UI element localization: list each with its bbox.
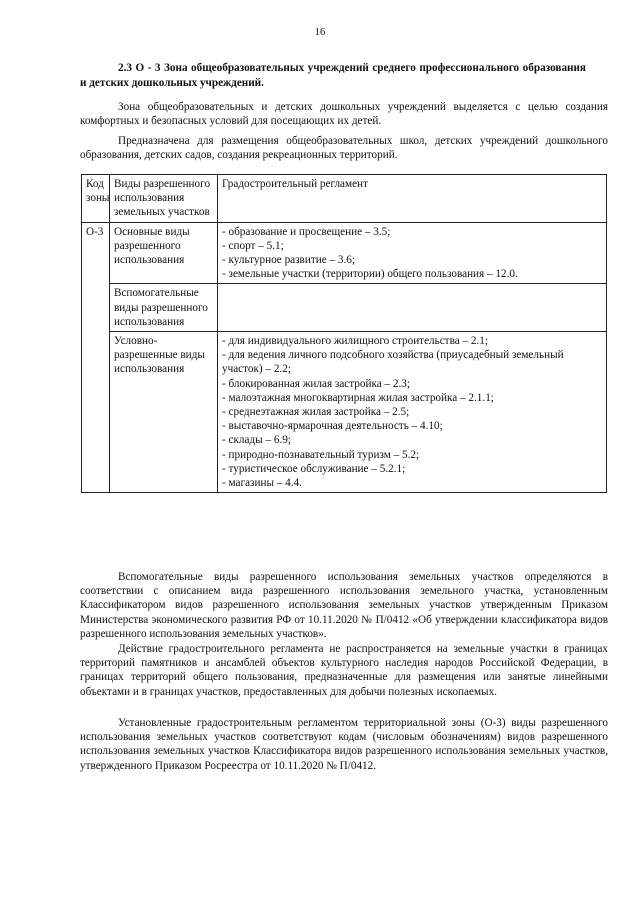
section-heading: 2.3 О - 3 Зона общеобразовательных учреждений среднего профессионального образования и детских дошкольных учреждений. — [80, 62, 586, 89]
regulation-item: - среднеэтажная жилая застройка – 2.5; — [222, 406, 410, 419]
page-number: 16 — [314, 27, 326, 38]
closing-paragraph-3: Установленные градостроительным регламентом территориальной зоны (О-3) виды разрешенного использования земельных участков соответствуют кодам (числовым обозначениям) видов разрешенного использования земельных участков Классификатора видов разрешенного использования земельных участков, утвержденного Приказом Росреестра от 10.11.2020 № П/0412. — [80, 717, 608, 772]
row-type-main: Основные виды разрешенного использования — [110, 222, 218, 284]
regulation-item: - малоэтажная многоквартирная жилая застройка – 2.1.1; — [222, 391, 494, 404]
table-row — [82, 332, 607, 493]
regulation-item: - склады – 6.9; — [222, 434, 291, 447]
row-type-conditional: Условно-разрешенные виды использования — [110, 332, 218, 493]
regulation-item: - блокированная жилая застройка – 2.3; — [222, 377, 410, 390]
regulation-item: - природно-познавательный туризм – 5.2; — [222, 448, 420, 461]
row-regulation-auxiliary — [218, 284, 607, 332]
header-type: Виды разрешенного использования земельных участков — [110, 175, 218, 223]
header-code: Код зоны — [82, 175, 110, 223]
table-row — [82, 222, 607, 284]
regulation-item: - спорт – 5.1; — [222, 239, 284, 252]
row-type-auxiliary: Вспомогательные виды разрешенного использования — [110, 284, 218, 332]
zone-code-cell: О-3 — [82, 222, 110, 493]
closing-paragraph-1: Вспомогательные виды разрешенного использования земельных участков определяются в соответствии с описанием вида разрешенного использования земельного участка, установленным Классификатором видов разрешенного использования земельных участков утвержденным Приказом Министерства экономического развития РФ от 10.11.2020 № П/0412 «Об утверждении классификатора видов разрешенного использования земельных участков». — [80, 571, 608, 640]
closing-paragraph-2: Действие градостроительного регламента не распространяется на земельные участки в границах территорий памятников и ансамблей объектов культурного наследия народов Российской Федерации, в границах территорий общего пользования, предназначенные для размещения или занятые линейными объектами и в границах участков, предоставленных для добычи полезных ископаемых. — [80, 643, 608, 698]
header-regulation: Градостроительный регламент — [218, 175, 607, 223]
main-uses-list — [222, 225, 602, 282]
regulation-item: - для индивидуального жилищного строительства – 2.1; — [222, 335, 488, 348]
regulation-item: - выставочно-ярмарочная деятельность – 4.10; — [222, 420, 443, 433]
row-regulation-main — [218, 222, 607, 284]
regulation-item: - земельные участки (территории) общего пользования – 12.0. — [222, 268, 518, 281]
conditional-uses-list — [222, 334, 602, 490]
regulation-item: - туристическое обслуживание – 5.2.1; — [222, 462, 406, 475]
regulation-item: - культурное развитие – 3.6; — [222, 254, 355, 267]
regulation-table — [81, 174, 607, 493]
table-header-row — [82, 175, 607, 223]
regulation-item: - магазины – 4.4. — [222, 477, 302, 490]
intro-paragraph-2: Предназначена для размещения общеобразовательных школ, детских учреждений дошкольного образования, детских садов, создания рекреационных территорий. — [80, 135, 608, 162]
regulation-item: - для ведения личного подсобного хозяйства (приусадебный земельный участок) – 2.2; — [222, 349, 564, 376]
table-row — [82, 284, 607, 332]
intro-paragraph-1: Зона общеобразовательных и детских дошкольных учреждений выделяется с целью создания комфортных и безопасных условий для посещающих их детей. — [80, 101, 608, 128]
row-regulation-conditional — [218, 332, 607, 493]
regulation-item: - образование и просвещение – 3.5; — [222, 225, 391, 238]
